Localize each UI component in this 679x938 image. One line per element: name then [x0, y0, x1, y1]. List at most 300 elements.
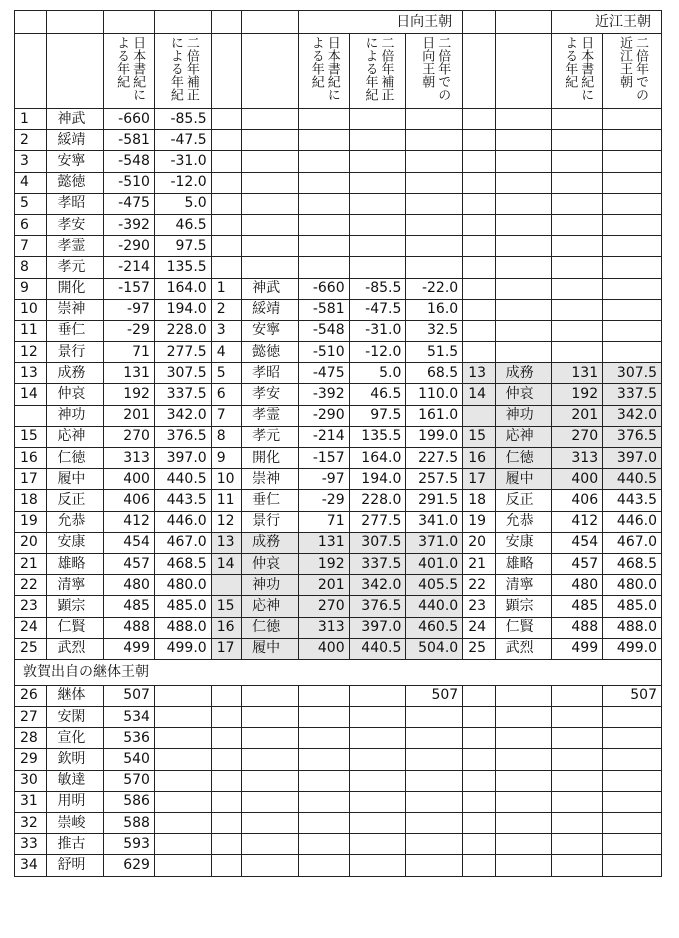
empty-cell: [211, 770, 241, 791]
nihonshoki-year: -475: [104, 193, 155, 214]
hyuga-corrected-year: 228.0: [349, 490, 406, 511]
empty-cell: [242, 855, 299, 876]
nihonshoki-year: 488: [104, 617, 155, 638]
empty-cell: [242, 193, 299, 214]
empty-cell: [552, 685, 603, 706]
corrected-year: 307.5: [154, 363, 211, 384]
emperor-number: 4: [15, 172, 47, 193]
emperor-name: 武烈: [47, 638, 104, 659]
omi-dynasty-year: 440.5: [603, 469, 662, 490]
omi-nihonshoki-year: 192: [552, 384, 603, 405]
empty-cell: [463, 834, 495, 855]
hyuga-number: 2: [211, 299, 241, 320]
nihonshoki-year: -392: [104, 214, 155, 235]
header-row-titles: [15, 11, 662, 34]
corrected-year: 194.0: [154, 299, 211, 320]
nihonshoki-year: 499: [104, 638, 155, 659]
omi-nihonshoki-year: 406: [552, 490, 603, 511]
omi-name: 神功: [495, 405, 552, 426]
empty-cell: [242, 834, 299, 855]
hyuga-corrected-year: 5.0: [349, 363, 406, 384]
hyuga-corrected-year: -12.0: [349, 342, 406, 363]
corrected-year: 480.0: [154, 575, 211, 596]
hyuga-name: 孝昭: [242, 363, 299, 384]
empty-cell: [552, 791, 603, 812]
empty-cell: [154, 813, 211, 834]
omi-nihonshoki-year: 201: [552, 405, 603, 426]
hyuga-dynasty-year: 227.5: [406, 448, 463, 469]
section-title: 敦賀出自の継体王朝: [15, 659, 662, 685]
hyuga-number: 12: [211, 511, 241, 532]
table-row: [15, 553, 662, 574]
empty-cell: [495, 342, 552, 363]
omi-nihonshoki-year: 400: [552, 469, 603, 490]
empty-cell: [154, 728, 211, 749]
empty-cell: [463, 749, 495, 770]
empty-cell: [211, 236, 241, 257]
empty-cell: [463, 855, 495, 876]
table-row: [15, 193, 662, 214]
hyuga-nihonshoki-year: -581: [298, 299, 349, 320]
empty-cell: [242, 749, 299, 770]
col-header-nihonshoki-hyuga: 日本書紀に よる年紀: [308, 36, 340, 101]
empty-cell: [463, 193, 495, 214]
hyuga-name: 孝元: [242, 426, 299, 447]
hyuga-dynasty-year: [406, 791, 463, 812]
emperor-number: 26: [15, 685, 47, 706]
omi-dynasty-title: 近江王朝: [552, 11, 662, 34]
hyuga-dynasty-year: 460.5: [406, 617, 463, 638]
table-row: [15, 791, 662, 812]
hyuga-number: 1: [211, 278, 241, 299]
hyuga-number: 5: [211, 363, 241, 384]
omi-number: 24: [463, 617, 495, 638]
empty-cell: [349, 791, 406, 812]
empty-cell: [495, 813, 552, 834]
omi-name: 顕宗: [495, 596, 552, 617]
hyuga-name: 仁徳: [242, 617, 299, 638]
empty-cell: [349, 214, 406, 235]
table-row: [15, 596, 662, 617]
empty-cell: [603, 342, 662, 363]
omi-name: 允恭: [495, 511, 552, 532]
empty-cell: [603, 299, 662, 320]
emperor-number: 3: [15, 151, 47, 172]
empty-cell: [495, 151, 552, 172]
emperor-name: 垂仁: [47, 320, 104, 341]
omi-dynasty-year: 507: [603, 685, 662, 706]
omi-dynasty-year: [603, 834, 662, 855]
table-row: [15, 342, 662, 363]
col-header-nibai: 二倍年補正 による年紀: [167, 36, 199, 101]
empty-cell: [552, 172, 603, 193]
empty-cell: [242, 236, 299, 257]
empty-cell: [349, 728, 406, 749]
empty-cell: [298, 855, 349, 876]
emperor-name: 欽明: [47, 749, 104, 770]
empty-cell: [495, 728, 552, 749]
empty-cell: [552, 130, 603, 151]
empty-cell: [552, 320, 603, 341]
emperor-name: 崇峻: [47, 813, 104, 834]
corrected-year: 397.0: [154, 448, 211, 469]
emperor-number: 33: [15, 834, 47, 855]
nihonshoki-year: -548: [104, 151, 155, 172]
hyuga-nihonshoki-year: 201: [298, 575, 349, 596]
hyuga-name: 懿徳: [242, 342, 299, 363]
emperor-name: 景行: [47, 342, 104, 363]
emperor-number: 5: [15, 193, 47, 214]
hyuga-corrected-year: 440.5: [349, 638, 406, 659]
empty-cell: [406, 130, 463, 151]
nihonshoki-year: 201: [104, 405, 155, 426]
hyuga-number: 11: [211, 490, 241, 511]
nihonshoki-year: -97: [104, 299, 155, 320]
nihonshoki-year: -214: [104, 257, 155, 278]
hyuga-dynasty-year: 257.5: [406, 469, 463, 490]
omi-dynasty-year: [603, 791, 662, 812]
empty-cell: [211, 749, 241, 770]
omi-number: 22: [463, 575, 495, 596]
nihonshoki-year: 412: [104, 511, 155, 532]
hyuga-nihonshoki-year: -660: [298, 278, 349, 299]
table-row: [15, 172, 662, 193]
empty-cell: [603, 109, 662, 130]
empty-cell: [495, 791, 552, 812]
emperor-name: 孝霊: [47, 236, 104, 257]
hyuga-number: 16: [211, 617, 241, 638]
corrected-year: 337.5: [154, 384, 211, 405]
hyuga-dynasty-year: 504.0: [406, 638, 463, 659]
nihonshoki-year: 570: [104, 770, 155, 791]
empty-cell: [463, 813, 495, 834]
emperor-name: 仲哀: [47, 384, 104, 405]
empty-cell: [406, 151, 463, 172]
nihonshoki-year: 536: [104, 728, 155, 749]
hyuga-name: 安寧: [242, 320, 299, 341]
col-header-omi-nibai: 二倍年での 近江王朝: [617, 36, 649, 101]
empty-cell: [406, 214, 463, 235]
table-row: [15, 299, 662, 320]
hyuga-dynasty-year: [406, 770, 463, 791]
hyuga-name: 孝霊: [242, 405, 299, 426]
empty-cell: [349, 130, 406, 151]
empty-cell: [298, 749, 349, 770]
empty-cell: [463, 278, 495, 299]
empty-cell: [211, 193, 241, 214]
omi-nihonshoki-year: 485: [552, 596, 603, 617]
hyuga-nihonshoki-year: -510: [298, 342, 349, 363]
hyuga-corrected-year: -85.5: [349, 278, 406, 299]
emperor-name: 雄略: [47, 553, 104, 574]
table-row: [15, 511, 662, 532]
empty-cell: [211, 685, 241, 706]
emperor-number: 17: [15, 469, 47, 490]
empty-cell: [603, 151, 662, 172]
empty-cell: [463, 214, 495, 235]
emperor-name: 安康: [47, 532, 104, 553]
empty-cell: [552, 109, 603, 130]
emperor-name: 安閑: [47, 707, 104, 728]
emperor-name: 履中: [47, 469, 104, 490]
empty-cell: [211, 151, 241, 172]
empty-cell: [463, 685, 495, 706]
nihonshoki-year: -660: [104, 109, 155, 130]
empty-cell: [463, 791, 495, 812]
hyuga-dynasty-year: 401.0: [406, 553, 463, 574]
empty-cell: [603, 214, 662, 235]
emperor-number: 30: [15, 770, 47, 791]
table-row: [15, 278, 662, 299]
hyuga-nihonshoki-year: -157: [298, 448, 349, 469]
omi-dynasty-year: [603, 770, 662, 791]
table-row: [15, 426, 662, 447]
emperor-name: 允恭: [47, 511, 104, 532]
empty-cell: [463, 320, 495, 341]
empty-cell: [242, 707, 299, 728]
emperor-number: 2: [15, 130, 47, 151]
table-row: [15, 320, 662, 341]
nihonshoki-year: 629: [104, 855, 155, 876]
table-row: [15, 363, 662, 384]
empty-cell: [463, 707, 495, 728]
empty-cell: [349, 707, 406, 728]
hyuga-dynasty-year: [406, 834, 463, 855]
empty-cell: [552, 728, 603, 749]
corrected-year: 5.0: [154, 193, 211, 214]
corrected-year: -12.0: [154, 172, 211, 193]
empty-cell: [242, 214, 299, 235]
corrected-year: 485.0: [154, 596, 211, 617]
omi-dynasty-year: [603, 813, 662, 834]
empty-cell: [603, 172, 662, 193]
corrected-year: 440.5: [154, 469, 211, 490]
omi-name: 武烈: [495, 638, 552, 659]
hyuga-name: 景行: [242, 511, 299, 532]
empty-cell: [552, 855, 603, 876]
table-row: [15, 236, 662, 257]
hyuga-number: 14: [211, 553, 241, 574]
table-row: [15, 532, 662, 553]
corrected-year: 97.5: [154, 236, 211, 257]
nihonshoki-year: 534: [104, 707, 155, 728]
empty-cell: [495, 299, 552, 320]
nihonshoki-year: 313: [104, 448, 155, 469]
empty-cell: [211, 172, 241, 193]
empty-cell: [298, 130, 349, 151]
emperor-name: 安寧: [47, 151, 104, 172]
omi-number: 19: [463, 511, 495, 532]
emperor-name: 神功: [47, 405, 104, 426]
omi-dynasty-year: 446.0: [603, 511, 662, 532]
empty-cell: [211, 813, 241, 834]
empty-cell: [298, 172, 349, 193]
hyuga-number: 13: [211, 532, 241, 553]
hyuga-dynasty-year: 371.0: [406, 532, 463, 553]
omi-name: 成務: [495, 363, 552, 384]
empty-cell: [495, 236, 552, 257]
emperor-name: 顕宗: [47, 596, 104, 617]
empty-cell: [242, 172, 299, 193]
emperor-name: 応神: [47, 426, 104, 447]
nihonshoki-year: 400: [104, 469, 155, 490]
omi-dynasty-year: 342.0: [603, 405, 662, 426]
hyuga-corrected-year: 46.5: [349, 384, 406, 405]
empty-cell: [211, 834, 241, 855]
omi-nihonshoki-year: 412: [552, 511, 603, 532]
omi-name: 履中: [495, 469, 552, 490]
omi-dynasty-year: [603, 749, 662, 770]
emperor-number: 18: [15, 490, 47, 511]
empty-cell: [495, 257, 552, 278]
hyuga-number: 3: [211, 320, 241, 341]
empty-cell: [211, 855, 241, 876]
empty-cell: [406, 172, 463, 193]
empty-cell: [242, 109, 299, 130]
section-row: [15, 659, 662, 685]
empty-cell: [242, 791, 299, 812]
hyuga-dynasty-year: -22.0: [406, 278, 463, 299]
empty-cell: [349, 236, 406, 257]
emperor-name: 仁徳: [47, 448, 104, 469]
empty-cell: [349, 109, 406, 130]
omi-name: 仁賢: [495, 617, 552, 638]
hyuga-corrected-year: -31.0: [349, 320, 406, 341]
corrected-year: 228.0: [154, 320, 211, 341]
empty-cell: [406, 193, 463, 214]
corrected-year: 488.0: [154, 617, 211, 638]
empty-cell: [349, 770, 406, 791]
omi-name: 仁徳: [495, 448, 552, 469]
hyuga-corrected-year: 307.5: [349, 532, 406, 553]
emperor-number: 20: [15, 532, 47, 553]
empty-cell: [242, 151, 299, 172]
omi-dynasty-year: 376.5: [603, 426, 662, 447]
empty-cell: [552, 834, 603, 855]
emperor-name: 開化: [47, 278, 104, 299]
empty-cell: [298, 257, 349, 278]
chronology-table: [14, 10, 662, 877]
nihonshoki-year: -290: [104, 236, 155, 257]
table-row: [15, 617, 662, 638]
empty-cell: [463, 770, 495, 791]
omi-dynasty-year: [603, 855, 662, 876]
table-row: [15, 109, 662, 130]
nihonshoki-year: -581: [104, 130, 155, 151]
hyuga-dynasty-year: 16.0: [406, 299, 463, 320]
emperor-name: 成務: [47, 363, 104, 384]
empty-cell: [298, 770, 349, 791]
hyuga-number: [211, 575, 241, 596]
nihonshoki-year: 586: [104, 791, 155, 812]
emperor-name: 推古: [47, 834, 104, 855]
empty-cell: [495, 130, 552, 151]
corrected-year: 376.5: [154, 426, 211, 447]
corrected-year: 468.5: [154, 553, 211, 574]
emperor-name: 継体: [47, 685, 104, 706]
hyuga-number: 4: [211, 342, 241, 363]
empty-cell: [552, 299, 603, 320]
empty-cell: [495, 109, 552, 130]
table-row: [15, 638, 662, 659]
omi-number: 15: [463, 426, 495, 447]
empty-cell: [154, 791, 211, 812]
empty-cell: [298, 109, 349, 130]
empty-cell: [603, 257, 662, 278]
hyuga-nihonshoki-year: 71: [298, 511, 349, 532]
empty-cell: [211, 109, 241, 130]
empty-cell: [154, 770, 211, 791]
emperor-number: 12: [15, 342, 47, 363]
nihonshoki-year: 131: [104, 363, 155, 384]
emperor-name: 反正: [47, 490, 104, 511]
emperor-number: 11: [15, 320, 47, 341]
empty-cell: [495, 172, 552, 193]
empty-cell: [463, 342, 495, 363]
emperor-name: 崇神: [47, 299, 104, 320]
col-header-nibai-hyuga: 二倍年補正 による年紀: [362, 36, 394, 101]
hyuga-number: 10: [211, 469, 241, 490]
nihonshoki-year: 593: [104, 834, 155, 855]
nihonshoki-year: 270: [104, 426, 155, 447]
hyuga-dynasty-year: 341.0: [406, 511, 463, 532]
omi-dynasty-year: [603, 707, 662, 728]
nihonshoki-year: 540: [104, 749, 155, 770]
omi-nihonshoki-year: 454: [552, 532, 603, 553]
emperor-number: 9: [15, 278, 47, 299]
hyuga-dynasty-year: [406, 813, 463, 834]
table-row: [15, 728, 662, 749]
empty-cell: [463, 130, 495, 151]
nihonshoki-year: 454: [104, 532, 155, 553]
corrected-year: 135.5: [154, 257, 211, 278]
hyuga-name: 履中: [242, 638, 299, 659]
emperor-number: 32: [15, 813, 47, 834]
omi-nihonshoki-year: 313: [552, 448, 603, 469]
empty-cell: [552, 278, 603, 299]
empty-cell: [463, 151, 495, 172]
empty-cell: [242, 685, 299, 706]
empty-cell: [298, 193, 349, 214]
hyuga-name: 応神: [242, 596, 299, 617]
emperor-number: 10: [15, 299, 47, 320]
empty-cell: [211, 257, 241, 278]
corrected-year: 277.5: [154, 342, 211, 363]
emperor-name: 清寧: [47, 575, 104, 596]
empty-cell: [406, 257, 463, 278]
omi-dynasty-year: 480.0: [603, 575, 662, 596]
omi-number: 21: [463, 553, 495, 574]
empty-cell: [242, 813, 299, 834]
table-row: [15, 257, 662, 278]
nihonshoki-year: 480: [104, 575, 155, 596]
emperor-name: 孝元: [47, 257, 104, 278]
col-header-nihonshoki-omi: 日本書紀に よる年紀: [562, 36, 594, 101]
hyuga-dynasty-year: 68.5: [406, 363, 463, 384]
emperor-number: [15, 405, 47, 426]
hyuga-name: 孝安: [242, 384, 299, 405]
table-row: [15, 749, 662, 770]
omi-name: 清寧: [495, 575, 552, 596]
empty-cell: [298, 791, 349, 812]
hyuga-nihonshoki-year: -475: [298, 363, 349, 384]
empty-cell: [603, 236, 662, 257]
hyuga-name: 垂仁: [242, 490, 299, 511]
empty-cell: [298, 151, 349, 172]
emperor-name: 懿徳: [47, 172, 104, 193]
hyuga-nihonshoki-year: -29: [298, 490, 349, 511]
empty-cell: [242, 257, 299, 278]
